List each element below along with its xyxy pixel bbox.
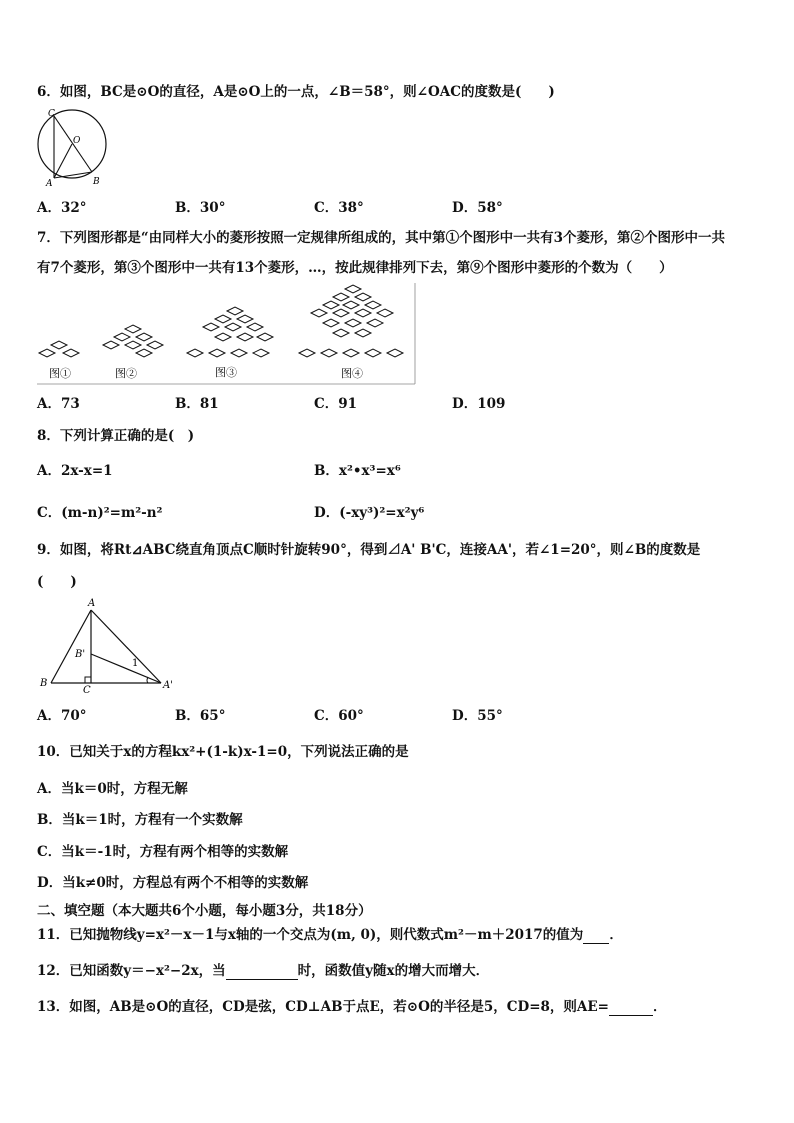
q9-label-a: A [88,598,96,609]
q6-label-c: C [48,109,55,119]
q7-stem-line1: 7．下列图形都是“由同样大小的菱形按照一定规律所组成的，其中第①个图形中一共有3个菱形，第②个图形中一共 [37,230,726,246]
q12-text-after: 时，函数值y随x的增大而增大． [297,963,490,979]
q7-figure-label-3: 图③ [215,366,237,379]
q9-triangle-figure [37,596,182,696]
q13-answer-blank [609,1001,653,1016]
q10-stem: 10．已知关于x的方程kx²+(1-k)x-1=0，下列说法正确的是 [37,744,409,760]
q10-option-b: B．当k＝1时，方程有一个实数解 [37,812,243,828]
q11-answer-blank [583,929,609,944]
q8-option-b: B．x²•x³=x⁶ [314,463,401,479]
q7-figure-label-2: 图② [115,367,137,380]
q11-stem [37,926,623,944]
q9-label-a-prime: A' [163,680,173,691]
q8-option-c: C．(m-n)²=m²-n² [37,505,163,521]
q10-option-d: D．当k≠0时，方程总有两个不相等的实数解 [37,875,309,891]
q13-text-after: ． [652,999,667,1015]
q13-stem [37,998,666,1016]
q7-figure-label-1: 图① [49,367,71,380]
q8-option-a: A．2x-x=1 [37,463,113,479]
q9-option-d: D．55° [452,708,503,724]
q9-label-c: C [83,685,91,696]
q9-option-b: B．65° [175,708,226,724]
q7-option-d: D．109 [452,396,506,412]
q7-option-b: B．81 [175,396,219,412]
q8-stem: 8．下列计算正确的是( ) [37,428,195,444]
q11-text-before: 11．已知抛物线y=x²－x－1与x轴的一个交点为(m, 0)，则代数式m²－m＋2017的值为 [37,927,584,943]
q9-stem-line2: ( ) [37,574,77,590]
q7-figure-label-4: 图④ [341,367,363,380]
q6-option-b: B．30° [175,200,226,216]
q6-option-a: A．32° [37,200,87,216]
q6-label-b: B [93,177,100,187]
q6-option-d: D．58° [452,200,503,216]
q11-text-after: ． [609,927,623,943]
q8-option-d: D．(-xy³)²=x²y⁶ [314,505,425,521]
q7-option-a: A．73 [37,396,80,412]
section-heading-fill-blank: 二、填空题（本大题共6个小题，每小题3分，共18分） [37,903,372,919]
q6-option-c: C．38° [314,200,364,216]
q9-label-b-prime: B' [75,649,86,660]
q6-stem: 6．如图，BC是⊙O的直径，A是⊙O上的一点，∠B＝58°，则∠OAC的度数是( ) [37,84,555,100]
q9-option-c: C．60° [314,708,364,724]
q13-text-before: 13．如图，AB是⊙O的直径，CD是弦，CD⊥AB于点E，若⊙O的半径是5，CD=8，则AE= [37,999,609,1015]
q10-option-c: C．当k＝-1时，方程有两个相等的实数解 [37,844,289,860]
q12-stem [37,962,489,980]
q7-stem-line2: 有7个菱形，第③个图形中一共有13个菱形，…，按此规律排列下去，第⑨个图形中菱形的个数为（ ） [37,260,673,276]
q9-stem-line1: 9．如图，将Rt⊿ABC绕直角顶点C顺时针旋转90°，得到⊿A' B'C，连接AA'，若∠1=20°，则∠B的度数是 [37,542,701,558]
q6-label-o: O [73,136,81,146]
q9-label-b: B [40,678,48,689]
q9-label-angle-1: 1 [132,658,139,669]
q6-circle-figure [33,106,113,188]
q10-option-a: A．当k＝0时，方程无解 [37,781,188,797]
q7-rhombus-figure [37,283,417,385]
q12-answer-blank [226,965,298,980]
q9-option-a: A．70° [37,708,87,724]
q6-label-a: A [46,179,53,188]
q12-text-before: 12．已知函数y＝−x²−2x，当 [37,963,226,979]
q7-option-c: C．91 [314,396,358,412]
